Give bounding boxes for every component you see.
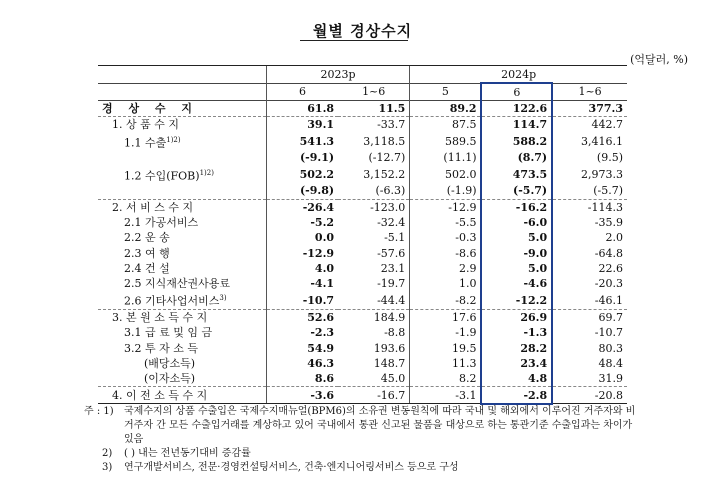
- cell-value: 114.7: [481, 117, 552, 133]
- footnote-mark: 3): [102, 462, 113, 473]
- cell-value: -2.8: [481, 387, 552, 404]
- row-label: 경 상 수 지: [98, 101, 266, 117]
- row-label: 1.2 수입(FOB)$^{1)2)}$: [124, 168, 214, 183]
- cell-value: 46.3: [266, 356, 338, 371]
- cell-value: -16.2: [481, 199, 552, 215]
- footnote-text: ( ) 내는 전년동기대비 증감률: [124, 448, 251, 459]
- cell-value: -2.3: [266, 325, 338, 340]
- cell-value: 0.0: [266, 230, 338, 245]
- cell-value: 19.5: [410, 341, 482, 356]
- cell-value: 80.3: [598, 341, 623, 355]
- cell-value: 26.9: [481, 309, 552, 325]
- cell-value: -5.5: [410, 215, 482, 230]
- header-col-0: 6: [266, 83, 338, 101]
- row-label: 1. 상 품 수 지: [98, 117, 266, 133]
- row-label: (배당소득): [144, 356, 196, 370]
- cell-value: (8.7): [481, 150, 552, 165]
- cell-value: -19.7: [377, 277, 406, 291]
- cell-value: -33.7: [338, 117, 410, 133]
- cell-value: 11.3: [410, 356, 482, 371]
- cell-value: (-9.1): [266, 150, 338, 165]
- table-row: [98, 261, 627, 276]
- cell-value: (-5.7): [481, 183, 552, 199]
- table-row: [98, 166, 627, 184]
- footnote-ref: 3): [219, 294, 227, 303]
- cell-value: 54.9: [266, 341, 338, 356]
- cell-value: -114.3: [552, 199, 627, 215]
- cell-value: -57.6: [377, 246, 406, 260]
- cell-value: 2.9: [410, 261, 482, 276]
- row-label: 3.1 급 료 및 임 금: [124, 326, 213, 340]
- row-label: [98, 183, 266, 199]
- cell-value: -4.1: [266, 276, 338, 291]
- cell-value: 31.9: [598, 372, 623, 386]
- cell-value: 2.0: [605, 231, 623, 245]
- table-row: [98, 215, 627, 230]
- cell-value: -8.8: [384, 326, 406, 340]
- table-row: [98, 199, 627, 215]
- header-col-2: 5: [410, 83, 482, 101]
- row-label: 2.1 가공서비스: [124, 215, 199, 229]
- table-row: [98, 309, 627, 325]
- footnote-item: [84, 447, 644, 461]
- unit-label: (억달러, %): [630, 53, 688, 66]
- footnote-text: 연구개발서비스, 전문·경영컨설팅서비스, 건축·엔지니어링서비스 등으로 구성: [124, 462, 459, 473]
- cell-value: 184.9: [338, 309, 410, 325]
- table-row: [98, 230, 627, 245]
- cell-value: -123.0: [338, 199, 410, 215]
- row-label: (이자소득): [144, 372, 196, 386]
- cell-value: -20.8: [552, 387, 627, 404]
- cell-value: 28.2: [481, 341, 552, 356]
- cell-value: -20.3: [594, 277, 623, 291]
- title-underline: [300, 40, 408, 41]
- cell-value: 148.7: [373, 356, 406, 370]
- header-blank-2: [98, 83, 266, 101]
- cell-value: 52.6: [266, 309, 338, 325]
- cell-value: 89.2: [410, 101, 482, 117]
- cell-value: 1.0: [410, 276, 482, 291]
- cell-value: (-1.9): [410, 183, 482, 199]
- cell-value: -12.2: [481, 291, 552, 309]
- cell-value: -8.2: [410, 291, 482, 309]
- cell-value: -12.9: [266, 245, 338, 260]
- table-row: [98, 387, 627, 404]
- cell-value: (-9.8): [266, 183, 338, 199]
- footnote-text: 국제수지의 상품 수출입은 국제수지매뉴얼(BPM6)의 소유권 변동원칙에 따라 국내 및 해외에서 이루어진 거주자와 비거주자 간 모든 수출입거래를 계상하고 있어 국내에서 통관 신고된 물품을 대상으로 하는 통관기준 수출입과는 차이가 있음: [124, 406, 636, 445]
- cell-value: -3.1: [410, 387, 482, 404]
- cell-value: 8.6: [266, 371, 338, 387]
- current-account-table: [98, 65, 627, 405]
- header-col-4: 1~6: [552, 83, 627, 101]
- footnote-item: [84, 405, 644, 447]
- cell-value: -9.0: [481, 245, 552, 260]
- row-label: 2.4 건 설: [124, 261, 170, 275]
- cell-value: 45.0: [380, 372, 406, 386]
- cell-value: -16.7: [338, 387, 410, 404]
- row-label: 2.3 여 행: [124, 246, 170, 260]
- cell-value: 87.5: [410, 117, 482, 133]
- cell-value: -35.9: [594, 215, 623, 229]
- row-label: [98, 150, 266, 165]
- table-row: [98, 325, 627, 340]
- cell-value: (-12.7): [368, 151, 406, 165]
- table-row: [98, 150, 627, 165]
- cell-value: (-6.3): [375, 184, 406, 198]
- cell-value: 193.6: [373, 341, 406, 355]
- cell-value: 8.2: [410, 371, 482, 387]
- cell-value: 2,973.3: [581, 167, 623, 181]
- cell-value: 61.8: [266, 101, 338, 117]
- cell-value: -0.3: [410, 230, 482, 245]
- cell-value: 48.4: [598, 356, 623, 370]
- table-row: [98, 341, 627, 356]
- cell-value: -12.9: [410, 199, 482, 215]
- table-row: [98, 133, 627, 151]
- cell-value: -8.6: [410, 245, 482, 260]
- header-blank: [98, 66, 266, 84]
- cell-value: 4.8: [481, 371, 552, 387]
- cell-value: 17.6: [410, 309, 482, 325]
- footnote-ref: 1)2): [199, 168, 214, 177]
- cell-value: -10.7: [594, 326, 623, 340]
- table-body: [98, 101, 627, 404]
- cell-value: -1.9: [410, 325, 482, 340]
- cell-value: 39.1: [266, 117, 338, 133]
- cell-value: 5.0: [481, 230, 552, 245]
- cell-value: (-5.7): [593, 184, 623, 198]
- cell-value: -5.2: [266, 215, 338, 230]
- cell-value: 588.2: [481, 133, 552, 151]
- cell-value: 3,152.2: [363, 167, 406, 181]
- cell-value: 23.4: [481, 356, 552, 371]
- table-row: [98, 371, 627, 387]
- table-row: [98, 276, 627, 291]
- row-label: 1.1 수출$^{1)2)}$: [124, 135, 181, 150]
- row-label: 2.5 지식재산권사용료: [124, 277, 230, 291]
- cell-value: 377.3: [552, 101, 627, 117]
- page-title: 월별 경상수지: [312, 22, 413, 40]
- footnotes: [84, 405, 644, 475]
- cell-value: 4.0: [266, 261, 338, 276]
- cell-value: -5.1: [384, 231, 406, 245]
- cell-value: 442.7: [552, 117, 627, 133]
- table-row: [98, 291, 627, 309]
- table-row: [98, 245, 627, 260]
- row-label: 2. 서 비 스 수 지: [98, 199, 266, 215]
- cell-value: 3,118.5: [363, 134, 406, 148]
- header-col-3: 6: [481, 83, 552, 101]
- cell-value: 11.5: [338, 101, 410, 117]
- table-row: [98, 117, 627, 133]
- cell-value: -4.6: [481, 276, 552, 291]
- header-year-2024: 2024p: [410, 66, 627, 84]
- cell-value: -44.4: [377, 293, 406, 307]
- row-label: 2.6 기타사업서비스$^{3)}$: [124, 294, 227, 308]
- cell-value: 122.6: [481, 101, 552, 117]
- cell-value: 589.5: [410, 133, 482, 151]
- table-row: [98, 356, 627, 371]
- cell-value: -46.1: [594, 293, 623, 307]
- cell-value: 502.2: [266, 166, 338, 184]
- table-row: [98, 183, 627, 199]
- cell-value: -6.0: [481, 215, 552, 230]
- row-label: 4. 이 전 소 득 수 지: [98, 387, 266, 404]
- cell-value: -1.3: [481, 325, 552, 340]
- cell-value: -3.6: [266, 387, 338, 404]
- footnote-item: [84, 461, 644, 475]
- header-col-1: 1~6: [338, 83, 410, 101]
- cell-value: 473.5: [481, 166, 552, 184]
- cell-value: 23.1: [380, 261, 406, 275]
- cell-value: 541.3: [266, 133, 338, 151]
- cell-value: -10.7: [266, 291, 338, 309]
- table-row: [98, 101, 627, 117]
- cell-value: 502.0: [410, 166, 482, 184]
- cell-value: (9.5): [596, 151, 623, 165]
- footnote-ref: 1)2): [166, 135, 181, 144]
- row-label: 3. 본 원 소 득 수 지: [98, 309, 266, 325]
- cell-value: 3,416.1: [581, 134, 623, 148]
- cell-value: -64.8: [594, 246, 623, 260]
- row-label: 2.2 운 송: [124, 231, 170, 245]
- header-year-2023: 2023p: [266, 66, 409, 84]
- footnote-mark: 주 : 1): [84, 406, 114, 417]
- cell-value: -26.4: [266, 199, 338, 215]
- row-label: 3.2 투 자 소 득: [124, 341, 198, 355]
- footnote-mark: 2): [102, 448, 113, 459]
- cell-value: 5.0: [481, 261, 552, 276]
- cell-value: 22.6: [598, 261, 623, 275]
- cell-value: -32.4: [377, 215, 406, 229]
- cell-value: (11.1): [410, 150, 482, 165]
- cell-value: 69.7: [552, 309, 627, 325]
